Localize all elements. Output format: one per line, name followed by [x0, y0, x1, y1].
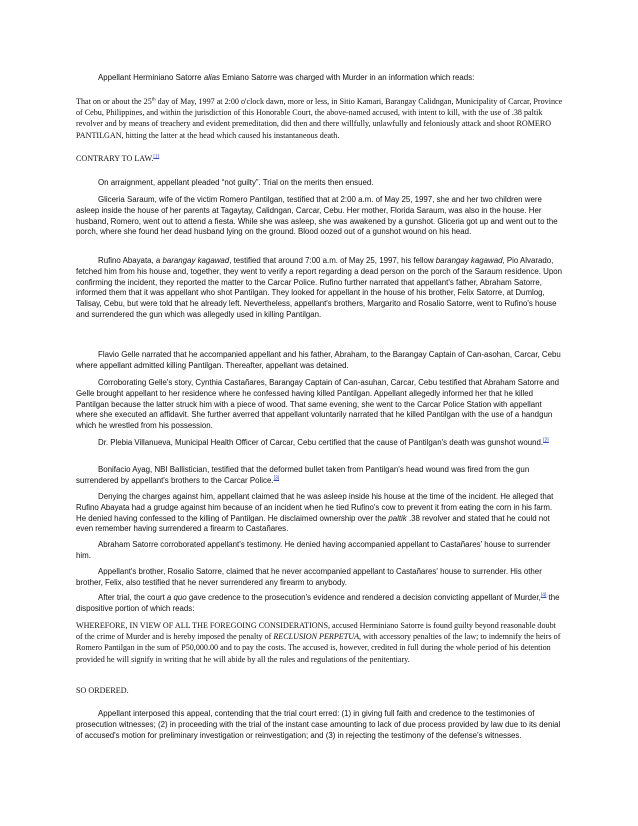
footnote-link[interactable]: [3] — [273, 475, 280, 482]
ayag-testimony: Bonifacio Ayag, NBI Ballistician, testified that the deformed bullet taken from Pantilgan's head wound was fired from the gun surrendered by appellant's brothers to the Carcar Police.[3] — [76, 465, 530, 485]
cynthia-testimony: Corroborating Gelle's story, Cynthia Castañares, Barangay Captain of Can-asuhan, Carcar, Cebu testified that Abraham Satorre and Gelle brought appellant to her residence where he confessed having killed Pantilgan. Appellant allegedly informed her that he killed Pantilgan because the latter struck him with a piece of wood. That same evening, she went to the Carcar Police Station with appellant where she executed an affidavit. She further averred that appellant voluntarily narrated that he killed Pantilgan with the use of a handgun which he wrestled from his possession. — [76, 378, 560, 431]
trial-decision: After trial, the court a quo gave credence to the prosecution's evidence and rendered a decision convicting appellant of Murder,[4] the dispositive portion of which reads: — [76, 592, 560, 613]
rosalio-testimony: Appellant's brother, Rosalio Satorre, claimed that he never accompanied appellant to Castañares' house to surrender. His other brother, Felix, also testified that he never surrendered any firearm to anybody. — [76, 567, 542, 587]
contrary-to-law: CONTRARY TO LAW.[1] — [76, 154, 160, 163]
flavio-testimony: Flavio Gelle narrated that he accompanied appellant and his father, Abraham, to the Barangay Captain of Can-asohan, Carcar, Cebu where appellant admitted killing Pantilgan. Thereafter, appellant was detained. — [76, 350, 561, 370]
abraham-testimony: Abraham Satorre corroborated appellant's testimony. He denied having accompanied appellant to Castañares' house to surrender him. — [76, 540, 551, 560]
footnote-link[interactable]: [1] — [153, 154, 160, 160]
dispositive-portion: WHEREFORE, IN VIEW OF ALL THE FOREGOING CONSIDERATIONS, accused Herminiano Satorre is found guilty beyond reasonable doubt of the crime of Murder and is hereby imposed the penalty of RECLUSION PERPETUA, with accessory penalties of the law; to indemnify the heirs of Romero Pantilgan in the sum of P50,000.00 and to pay the costs. The accused is, however, credited in full during the whole period of his detention provided he will signify in writing that he will abide by all the rules and regulations of the penitentiary. — [76, 621, 561, 664]
footnote-link[interactable]: [4] — [540, 592, 547, 599]
information-quote: That on or about the 25th day of May, 1997 at 2:00 o'clock dawn, more or less, in Sitio Kamari, Barangay Calidngan, Municipality of Carcar, Province of Cebu, Philippines, and within the jurisdiction of this Honorable Court, the above-named accused, with intent to kill, with the use of .38 paltik revolver and by means of treachery and evident premeditation, did then and there willfully, unlawfully and feloniously attack and shoot ROMERO PANTILGAN, hitting the latter at the head which caused his instantaneous death. — [76, 97, 563, 140]
villanueva-certification: Dr. Plebia Villanueva, Municipal Health Officer of Carcar, Cebu certified that the cause of Pantilgan's death was gunshot wound.[2] — [98, 437, 549, 447]
intro-paragraph: Appellant Herminiano Satorre alias Emiano Satorre was charged with Murder in an information which reads: — [98, 73, 475, 82]
arraignment-paragraph: On arraignment, appellant pleaded “not guilty”. Trial on the merits then ensued. — [98, 178, 374, 187]
appellant-denial: Denying the charges against him, appellant claimed that he was asleep inside his house at the time of the incident. He alleged that Rufino Abayata had a grudge against him because of an incident when he tied Rufino's cow to prevent it from eating the corn in his farm. He denied having confessed to the killing of Pantilgan. He disclaimed ownership over the paltik .38 revolver and stated that he could not even remember having surrendered a firearm to Castañares. — [76, 492, 554, 534]
so-ordered: SO ORDERED. — [76, 686, 129, 695]
rufino-testimony: Rufino Abayata, a barangay kagawad, testified that around 7:00 a.m. of May 25, 1997, his fellow barangay kagawad, Pio Alvarado, fetched him from his house and, together, they went to verify a report regarding a dead person on the porch of the Saraum residence. Upon confirming the incident, they reported the matter to the Carcar Police. Rufino further narrated that appellant's father, Abraham Satorre, informed them that it was appellant who shot Pantilgan. They looked for appellant in the house of his brother, Felix Satorre, at Dumlog, Talisay, Cebu, but were told that he already left. Nevertheless, appellant's brothers, Margarito and Rosalio Satorre, went to Rufino's house and surrendered the gun which was allegedly used in killing Pantilgan. — [76, 256, 563, 319]
appeal-paragraph: Appellant interposed this appeal, contending that the trial court erred: (1) in giving full faith and credence to the testimonies of prosecution witnesses; (2) in proceeding with the trial of the instant case amounting to lack of due process provided by law due to its denial of accused's motion for preliminary investigation or reinvestigation; and (3) in rejecting the testimony of the defense's witnesses. — [76, 709, 561, 740]
footnote-link[interactable]: [2] — [543, 437, 549, 444]
gliceria-testimony: Gliceria Saraum, wife of the victim Romero Pantilgan, testified that at 2:00 a.m. of May 25, 1997, she and her two children were asleep inside the house of her parents at Tagaytay, Calidngan, Carcar, Cebu. Her mother, Florida Saraum, was also in the house. Her husband, Romero, went out to attend a fiesta. While she was asleep, she was awakened by a gunshot. Gliceria got up and went out to the porch, where she found her dead husband lying on the ground. Blood oozed out of a gunshot wound on his head. — [76, 195, 558, 237]
